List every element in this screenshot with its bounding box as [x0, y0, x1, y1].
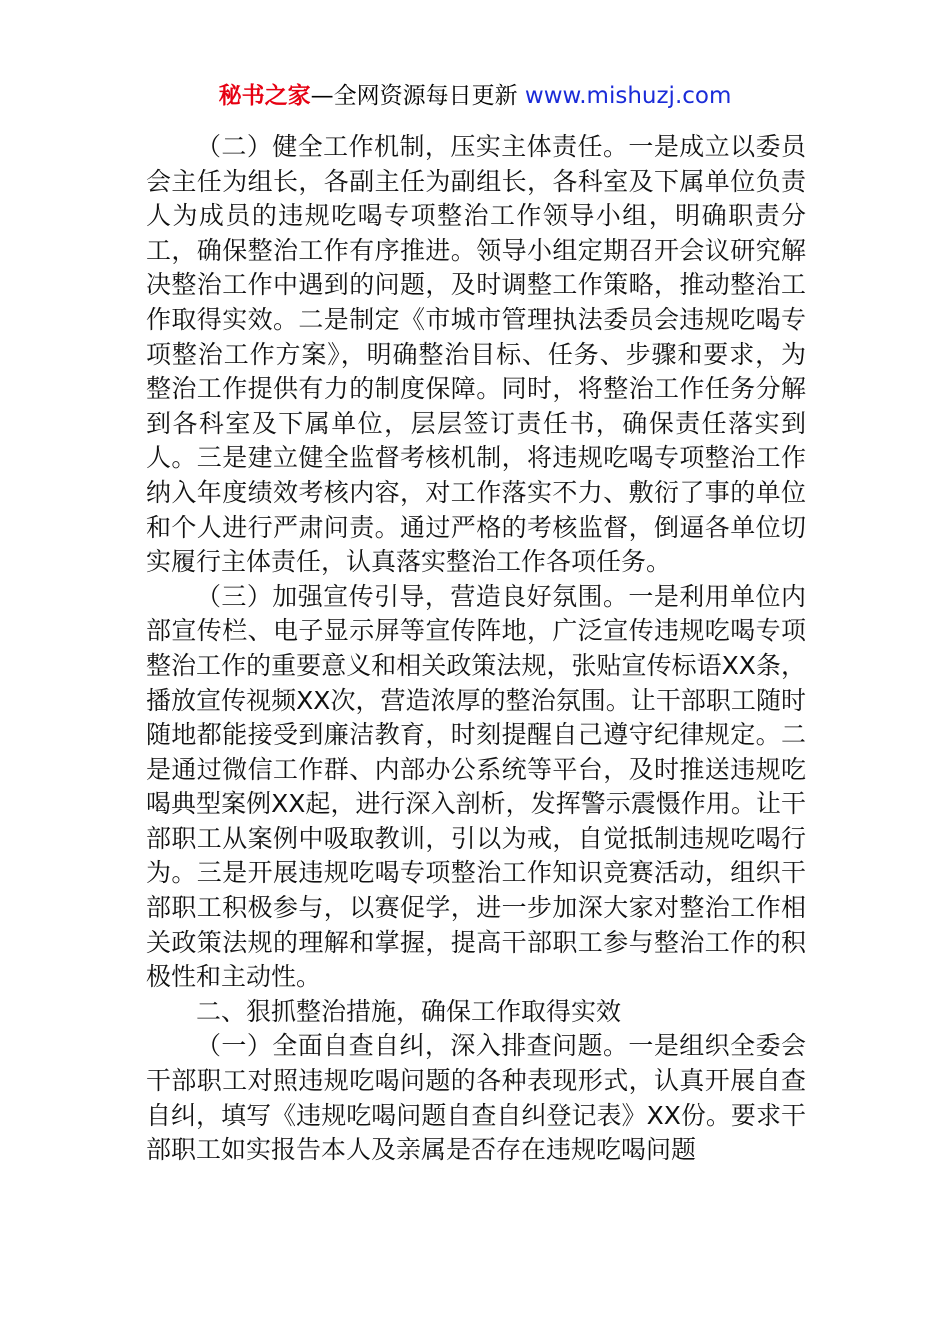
- page-header: [0, 80, 950, 112]
- brand-name: 秘书之家: [218, 83, 311, 109]
- paragraph-section-2-3: （三）加强宣传引导，营造良好氛围。一是利用单位内部宣传栏、电子显示屏等宣传阵地，广泛宣传违规吃喝专项整治工作的重要意义和相关政策法规，张贴宣传标语XX条，播放宣传视频XX次，营造浓厚的整治氛围。让干部职工随时随地都能接受到廉洁教育，时刻提醒自己遵守纪律规定。二是通过微信工作群、内部办公系统等平台，及时推送违规吃喝典型案例XX起，进行深入剖析，发挥警示震慑作用。让干部职工从案例中吸取教训，引以为戒，自觉抵制违规吃喝行为。三是开展违规吃喝专项整治工作知识竞赛活动，组织干部职工积极参与，以赛促学，进一步加深大家对整治工作相关政策法规的理解和掌握，提高干部职工参与整治工作的积极性和主动性。: [146, 581, 806, 992]
- header-tagline: —全网资源每日更新: [310, 83, 525, 109]
- document-body: [146, 130, 806, 1168]
- site-url-link[interactable]: www.mishuzj.com: [524, 83, 732, 109]
- paragraph-section-2-2: （二）健全工作机制，压实主体责任。一是成立以委员会主任为组长，各副主任为副组长，各科室及下属单位负责人为成员的违规吃喝专项整治工作领导小组，明确职责分工，确保整治工作有序推进。领导小组定期召开会议研究解决整治工作中遇到的问题，及时调整工作策略，推动整治工作取得实效。二是制定《市城市管理执法委员会违规吃喝专项整治工作方案》，明确整治目标、任务、步骤和要求，为整治工作提供有力的制度保障。同时，将整治工作任务分解到各科室及下属单位，层层签订责任书，确保责任落实到人。三是建立健全监督考核机制，将违规吃喝专项整治工作纳入年度绩效考核内容，对工作落实不力、敷衍了事的单位和个人进行严肃问责。通过严格的考核监督，倒逼各单位切实履行主体责任，认真落实整治工作各项任务。: [146, 132, 806, 577]
- section-heading-2: 二、狠抓整治措施，确保工作取得实效: [196, 996, 622, 1026]
- paragraph-section-3-1: （一）全面自查自纠，深入排查问题。一是组织全委会干部职工对照违规吃喝问题的各种表现形式，认真开展自查自纠，填写《违规吃喝问题自查自纠登记表》XX份。要求干部职工如实报告本人及亲属是否存在违规吃喝问题: [146, 1031, 806, 1165]
